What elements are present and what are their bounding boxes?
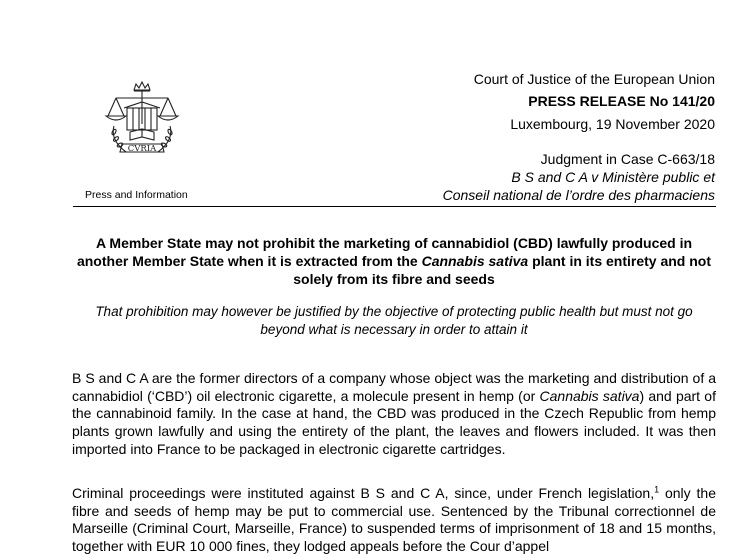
body-paragraph-1: B S and C A are the former directors of a company whose object was the marketing and distribution of a cannabidiol (‘CBD’) oil electronic cigarette, a molecule present in hemp (or Cannabis sativa) and part of the cannabinoid family. In the case at hand, the CBD was produced in the Czech Republic from hemp plants grown lawfully and using the entirety of the plant, the leaves and flowers included. It was then imported into France to be packaged in electronic cigarette cartridges. bbox=[72, 370, 716, 457]
svg-text:CVRIA: CVRIA bbox=[127, 144, 157, 154]
headline-subtitle: That prohibition may however be justified by the objective of protecting public health but must not go beyond what is necessary in order to attain it bbox=[95, 304, 693, 337]
press-release-number: PRESS RELEASE No 141/20 bbox=[528, 93, 715, 109]
court-name: Court of Justice of the European Union bbox=[473, 71, 715, 87]
case-reference bbox=[443, 150, 715, 204]
body-paragraph-2: Criminal proceedings were instituted against B S and C A, since, under French legislation,$^1$ only the fibre and seeds of hemp may be put to commercial use. Sentenced by the Tribunal correctionnel de Marseille (Criminal Court, Marseille, France) to suspended terms of imprisonment of 18 and 15 months, together with EUR 10 000 fines, they lodged appeals before the Cour d’appel bbox=[72, 484, 716, 555]
place-date: Luxembourg, 19 November 2020 bbox=[510, 116, 715, 132]
parties-line-1: B S and C A v Ministère public et bbox=[511, 169, 715, 185]
curia-logo bbox=[92, 80, 192, 166]
footnote-ref[interactable]: 1 bbox=[654, 484, 660, 495]
judgment-line: Judgment in Case C-663/18 bbox=[540, 151, 715, 167]
department-label: Press and Information bbox=[85, 189, 188, 201]
parties-line-2: Conseil national de l’ordre des pharmaciens bbox=[442, 187, 715, 203]
headline-title: A Member State may not prohibit the marketing of cannabidiol (CBD) lawfully produced in another Member State when it is extracted from the Cannabis sativa plant in its entirety and not solely from its fibre and seeds bbox=[76, 235, 712, 287]
header-divider bbox=[73, 206, 716, 207]
